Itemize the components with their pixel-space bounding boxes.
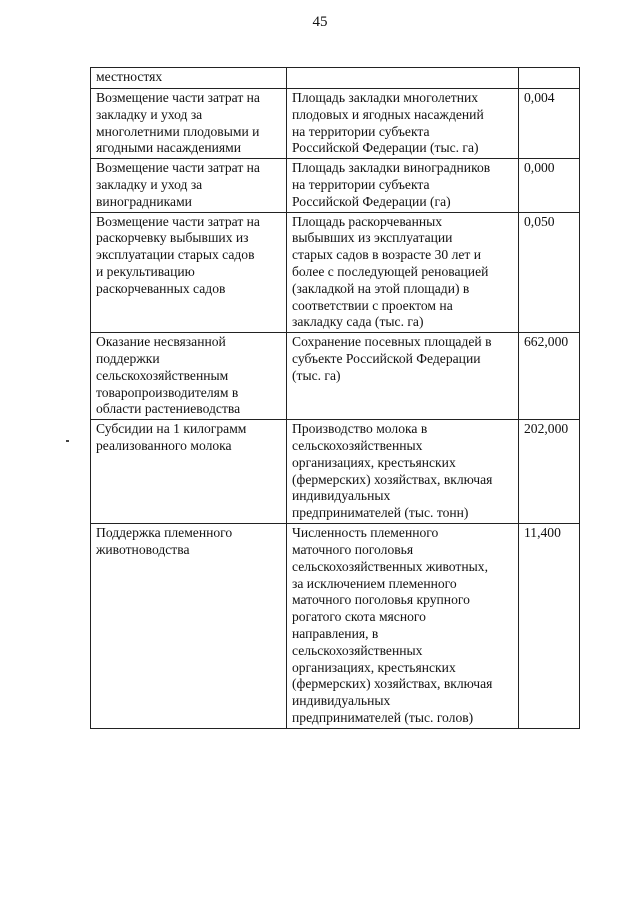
table-row <box>91 420 580 524</box>
measure-text: местностях <box>96 69 163 84</box>
table-row <box>91 524 580 729</box>
indicator-cell <box>287 524 519 729</box>
indicator-text: Площадь раскорчеванных выбывших из эксплуатации старых садов в возрасте 30 лет и более с последующей реновацией (закладкой на этой площади) в соответствии с проектом на закладку сада (тыс. га) <box>292 213 489 330</box>
value-cell <box>519 420 580 524</box>
table-row <box>91 159 580 212</box>
indicator-cell <box>287 212 519 333</box>
indicator-cell <box>287 420 519 524</box>
page-number: 45 <box>312 14 328 30</box>
indicator-cell <box>287 333 519 420</box>
measure-cell <box>91 159 287 212</box>
indicator-cell <box>287 159 519 212</box>
measure-cell <box>91 212 287 333</box>
value-cell <box>519 333 580 420</box>
value-cell <box>519 159 580 212</box>
measure-text: Поддержка племенного животноводства <box>96 525 233 557</box>
value-text: 0,004 <box>524 90 555 105</box>
measures-table <box>90 67 580 729</box>
table-row <box>91 333 580 420</box>
indicator-text: Численность племенного маточного поголовья сельскохозяйственных животных, за исключением племенного маточного поголовья крупного рогатого скота мясного направления, в сельскохозяйственных организациях, крестьянских (фермерских) хозяйствах, включая индивидуальных предпринимателей (тыс. голов) <box>292 525 493 725</box>
measure-text: Возмещение части затрат на закладку и уход за многолетними плодовыми и ягодными насаждениями <box>96 90 260 156</box>
measure-cell <box>91 420 287 524</box>
table-row <box>91 68 580 89</box>
value-text: 0,000 <box>524 160 555 176</box>
value-cell <box>519 524 580 729</box>
value-text: 202,000 <box>524 421 569 437</box>
measure-cell <box>91 333 287 420</box>
value-cell <box>519 89 580 159</box>
table-row <box>91 89 580 159</box>
indicator-text: Производство молока в сельскохозяйственных организациях, крестьянских (фермерских) хозяйствах, включая индивидуальных предпринимателей (тыс. тонн) <box>292 421 493 521</box>
measure-text: Возмещение части затрат на раскорчевку выбывших из эксплуатации старых садов и рекультивацию раскорчеванных садов <box>96 213 260 296</box>
measure-text: Возмещение части затрат на закладку и уход за виноградниками <box>96 160 260 209</box>
indicator-cell <box>287 89 519 159</box>
indicator-text: Площадь закладки виноградников на территории субъекта Российской Федерации (га) <box>292 160 491 209</box>
table-row <box>91 212 580 333</box>
value-text: 0,050 <box>524 213 555 229</box>
measure-cell <box>91 89 287 159</box>
value-cell <box>519 68 580 89</box>
value-cell <box>519 212 580 333</box>
margin-mark <box>66 440 69 442</box>
value-text: 11,400 <box>524 525 561 541</box>
indicator-cell <box>287 68 519 89</box>
value-text: 662,000 <box>524 334 569 350</box>
measure-cell <box>91 524 287 729</box>
measure-text: Субсидии на 1 килограмм реализованного молока <box>96 421 247 453</box>
indicator-text: Сохранение посевных площадей в субъекте Российской Федерации (тыс. га) <box>292 334 492 383</box>
measure-cell <box>91 68 287 89</box>
indicator-text: Площадь закладки многолетних плодовых и ягодных насаждений на территории субъекта Российской Федерации (тыс. га) <box>292 90 484 156</box>
measure-text: Оказание несвязанной поддержки сельскохозяйственным товаропроизводителям в области растениеводства <box>96 334 241 417</box>
